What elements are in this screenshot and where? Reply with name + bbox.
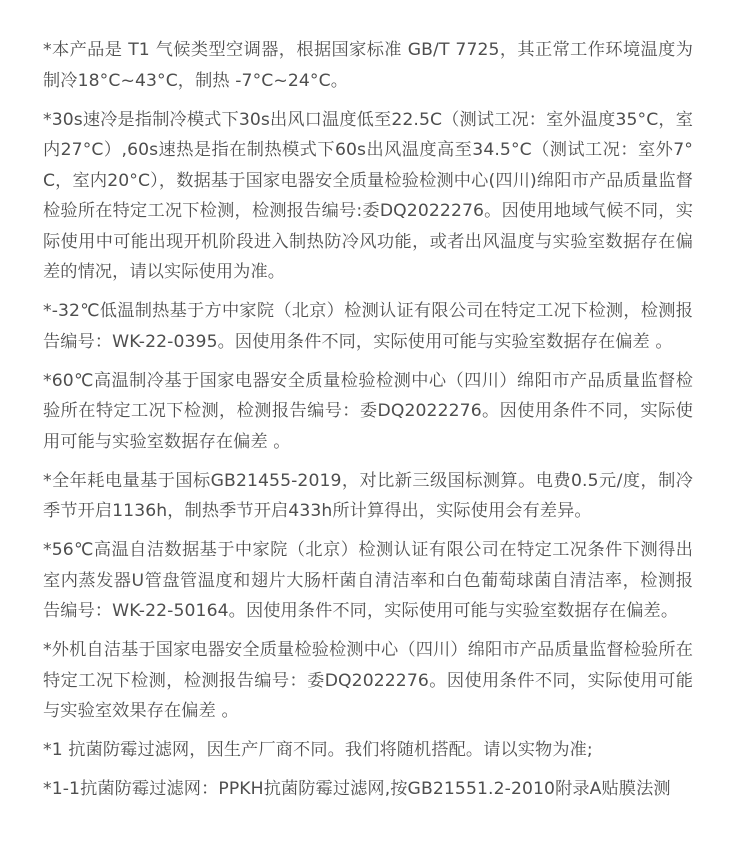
note-high-temp-cooling: *60℃高温制冷基于国家电器安全质量检验检测中心（四川）绵阳市产品质量监督检验所在特定工况下检测，检测报告编号：委DQ2022276。因使用条件不同，实际使用可能与实验室数据存在偏差 。 bbox=[43, 370, 693, 452]
note-annual-power: *全年耗电量基于国标GB21455-2019，对比新三级国标测算。电费0.5元/度，制冷季节开启1136h，制热季节开启433h所计算得出，实际使用会有差异。 bbox=[43, 470, 693, 521]
note-low-temp-heating: *-32℃低温制热基于方中家院（北京）检测认证有限公司在特定工况下检测，检测报告编号：WK-22-0395。因使用条件不同，实际使用可能与实验室数据存在偏差 。 bbox=[43, 301, 693, 352]
note-climate-type: *本产品是 T1 气候类型空调器，根据国家标准 GB/T 7725，其正常工作环境温度为制冷18°C~43°C，制热 -7°C~24°C。 bbox=[43, 40, 693, 91]
note-quick-cool-heat: *30s速冷是指制冷模式下30s出风口温度低至22.5C（测试工况：室外温度35°C，室内27°C）,60s速热是指在制热模式下60s出风温度高至34.5°C（测试工况：室外7°C，室内20°C），数据基于国家电器安全质量检验检测中心(四川)绵阳市产品质量监督检验所在特定工况下检测，检测报告编号:委DQ2022276。因使用地域气候不同，实际使用中可能出现开机阶段进入制热防冷风功能，或者出风温度与实验室数据存在偏差的情况，请以实际使用为准。 bbox=[43, 109, 693, 282]
note-filter-detail: *1-1抗菌防霉过滤网：PPKH抗菌防霉过滤网,按GB21551.2-2010附录A贴膜法测 bbox=[43, 779, 671, 799]
note-self-clean: *56℃高温自洁数据基于中家院（北京）检测认证有限公司在特定工况条件下测得出室内蒸发器U管盘管温度和翅片大肠杆菌自清洁率和白色葡萄球菌自清洁率，检测报告编号：WK-22-50164。因使用条件不同，实际使用可能与实验室数据存在偏差。 bbox=[43, 540, 693, 621]
note-filter: *1 抗菌防霉过滤网，因生产厂商不同。我们将随机搭配。请以实物为准; bbox=[43, 740, 593, 760]
disclaimer-notes bbox=[43, 35, 693, 813]
note-outdoor-self-clean: *外机自洁基于国家电器安全质量检验检测中心（四川）绵阳市产品质量监督检验所在特定工况下检测，检测报告编号：委DQ2022276。因使用条件不同，实际使用可能与实验室效果存在偏差 。 bbox=[43, 640, 693, 721]
